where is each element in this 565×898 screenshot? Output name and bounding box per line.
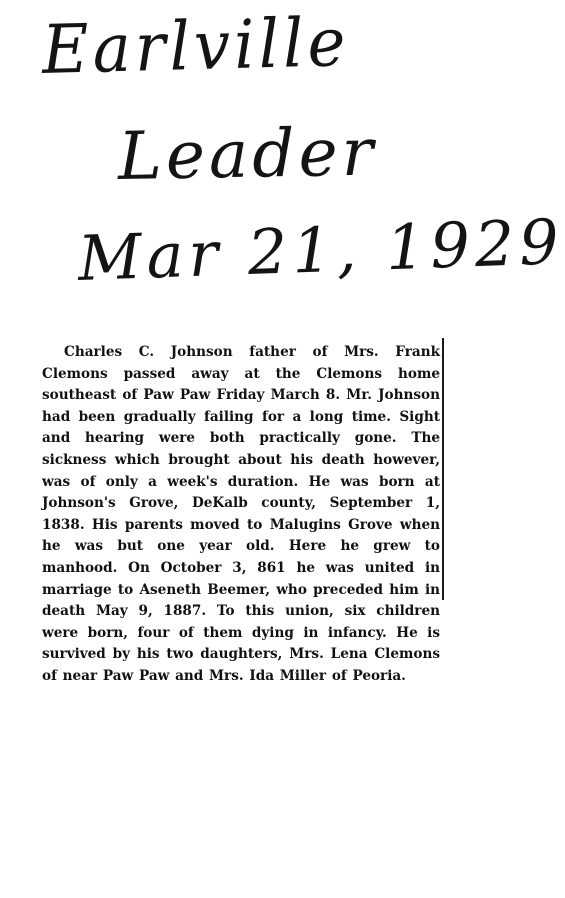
handwritten-date: Mar 21, 1929 (76, 205, 565, 295)
handwritten-newspaper-name-line2: Leader (117, 113, 378, 195)
clipping-edge-line (442, 338, 444, 600)
handwritten-heading (0, 0, 565, 330)
newspaper-clipping (40, 338, 452, 858)
handwritten-newspaper-name: Earlville (40, 4, 351, 90)
obituary-text: Charles C. Johnson father of Mrs. Frank Clemons passed away at the Clemons home southeast of Paw Paw Friday March 8. Mr. Johnson had been gradually failing for a long time. Sight and hearing were both practically gone. The sickness which brought about his death however, was of only a week's duration. He was born at Johnson's Grove, DeKalb county, September 1, 1838. His parents moved to Malugins Grove when he was but one year old. Here he grew to manhood. On October 3, 861 he was united in marriage to Aseneth Beemer, who preceded him in death May 9, 1887. To this union, six children were born, four of them dying in infancy. He is survived by his two daughters, Mrs. Lena Clemons of near Paw Paw and Mrs. Ida Miller of Peoria. (42, 344, 440, 684)
